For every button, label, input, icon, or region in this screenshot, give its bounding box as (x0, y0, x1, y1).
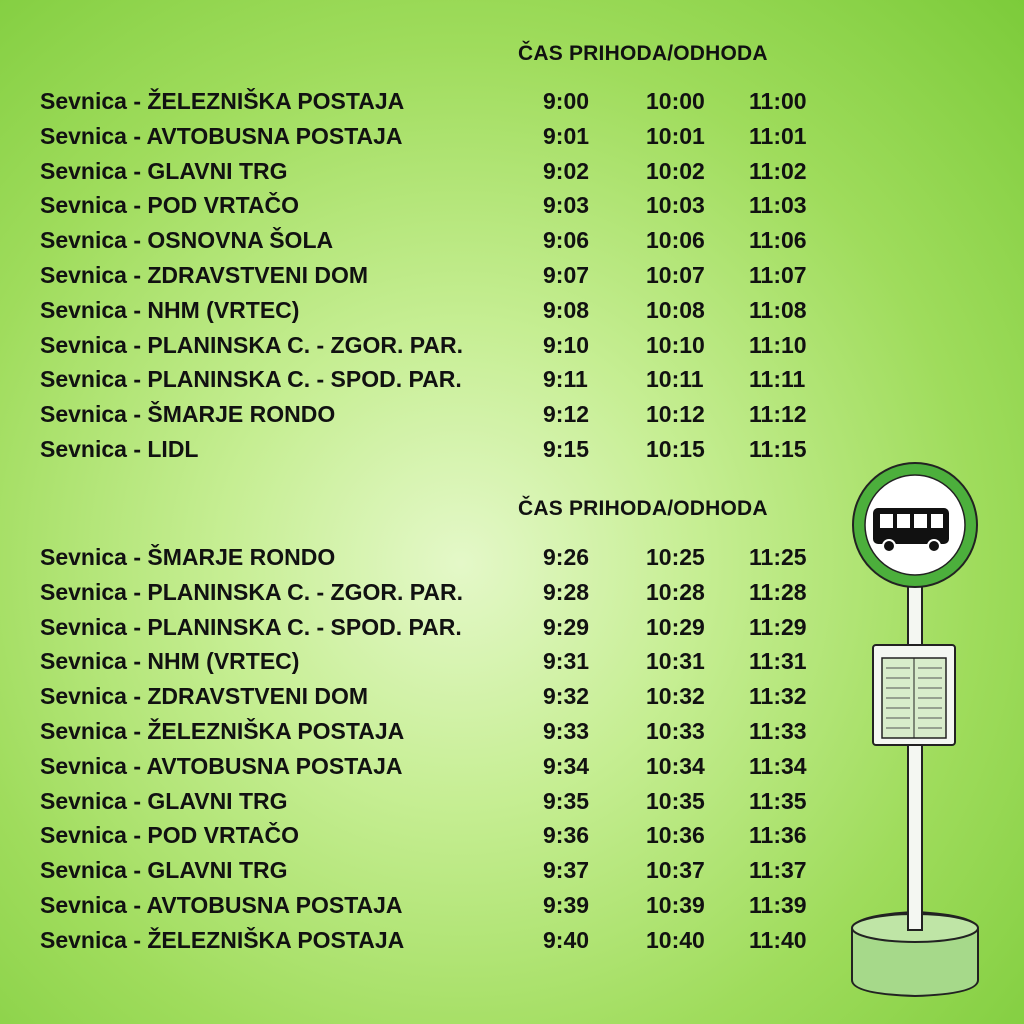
timetable-row (40, 154, 840, 189)
timetable-row (40, 223, 840, 258)
departure-time: 9:08 (543, 296, 590, 323)
timetable-row (40, 540, 840, 575)
stop-name: Sevnica - ŽELEZNIŠKA POSTAJA (40, 88, 405, 114)
departure-time: 10:35 (646, 787, 705, 814)
departure-time: 11:29 (749, 613, 807, 640)
departure-time: 9:06 (543, 227, 590, 254)
departure-time: 9:00 (543, 88, 590, 114)
departure-time: 9:37 (543, 857, 590, 884)
timetable-row (40, 714, 840, 749)
departure-time: 9:15 (543, 435, 590, 462)
departure-time: 9:39 (543, 891, 590, 918)
departure-time: 10:37 (646, 857, 705, 884)
stop-name: Sevnica - ŠMARJE RONDO (40, 544, 336, 570)
stop-name: Sevnica - NHM (VRTEC) (40, 296, 300, 323)
departure-time: 10:32 (646, 683, 705, 710)
departure-time: 9:01 (543, 122, 590, 149)
stop-name: Sevnica - PLANINSKA C. - ZGOR. PAR. (40, 578, 463, 605)
departure-time: 10:33 (646, 717, 705, 744)
schedule-header-2: ČAS PRIHODA/ODHODA (518, 497, 768, 520)
departure-time: 11:40 (749, 926, 807, 953)
departure-time: 10:08 (646, 296, 705, 323)
stop-name: Sevnica - NHM (VRTEC) (40, 648, 300, 675)
departure-time: 9:07 (543, 261, 590, 288)
departure-time: 11:36 (749, 822, 807, 849)
departure-time: 9:11 (543, 366, 588, 393)
departure-time: 11:39 (749, 891, 807, 918)
departure-time: 10:34 (646, 752, 705, 779)
departure-time: 9:03 (543, 192, 590, 219)
departure-time: 9:36 (543, 822, 590, 849)
departure-time: 10:29 (646, 613, 705, 640)
departure-time: 10:15 (646, 435, 705, 462)
departure-time: 11:07 (749, 261, 807, 288)
departure-time: 10:11 (646, 366, 704, 393)
departure-time: 9:33 (543, 717, 590, 744)
departure-time: 10:03 (646, 192, 705, 219)
departure-time: 10:07 (646, 261, 705, 288)
stop-name: Sevnica - POD VRTAČO (40, 192, 300, 219)
departure-time: 11:00 (749, 88, 807, 114)
stop-name: Sevnica - PLANINSKA C. - SPOD. PAR. (40, 613, 462, 640)
departure-time: 9:35 (543, 787, 590, 814)
timetable-row (40, 362, 840, 397)
departure-time: 10:12 (646, 401, 705, 428)
departure-time: 10:02 (646, 157, 705, 184)
stop-name: Sevnica - ZDRAVSTVENI DOM (40, 683, 369, 710)
departure-time: 11:32 (749, 683, 807, 710)
timetable-row (40, 188, 840, 223)
departure-time: 11:11 (749, 366, 806, 393)
departure-time: 9:02 (543, 157, 590, 184)
departure-time: 10:25 (646, 544, 705, 570)
stop-name: Sevnica - ZDRAVSTVENI DOM (40, 261, 369, 288)
timetable-row (40, 749, 840, 784)
departure-time: 9:12 (543, 401, 590, 428)
timetable-row (40, 84, 840, 119)
departure-time: 11:03 (749, 192, 807, 219)
stop-name: Sevnica - GLAVNI TRG (40, 857, 288, 884)
timetable-row (40, 888, 840, 923)
timetable-row (40, 432, 840, 467)
departure-time: 11:08 (749, 296, 807, 323)
departure-time: 10:31 (646, 648, 705, 675)
departure-time: 11:31 (749, 648, 807, 675)
departure-time: 9:10 (543, 331, 590, 358)
departure-time: 10:39 (646, 891, 705, 918)
departure-time: 11:01 (749, 122, 807, 149)
departure-time: 9:40 (543, 926, 590, 953)
departure-time: 9:29 (543, 613, 590, 640)
departure-time: 9:32 (543, 683, 590, 710)
timetable-row (40, 397, 840, 432)
timetable-row (40, 679, 840, 714)
timetable-row (40, 923, 840, 958)
stop-name: Sevnica - LIDL (40, 435, 199, 462)
stop-name: Sevnica - OSNOVNA ŠOLA (40, 227, 334, 254)
stop-name: Sevnica - ŽELEZNIŠKA POSTAJA (40, 926, 405, 953)
departure-time: 9:31 (543, 648, 590, 675)
stop-name: Sevnica - POD VRTAČO (40, 822, 300, 849)
departure-time: 11:35 (749, 787, 807, 814)
departure-time: 10:01 (646, 122, 705, 149)
timetable-row (40, 293, 840, 328)
timetable-row (40, 258, 840, 293)
timetable-row (40, 818, 840, 853)
stop-name: Sevnica - GLAVNI TRG (40, 157, 288, 184)
departure-time: 10:28 (646, 578, 705, 605)
departure-time: 11:28 (749, 578, 807, 605)
departure-time: 9:34 (543, 752, 590, 779)
stop-name: Sevnica - PLANINSKA C. - ZGOR. PAR. (40, 331, 463, 358)
departure-time: 11:12 (749, 401, 807, 428)
stop-name: Sevnica - AVTOBUSNA POSTAJA (40, 122, 403, 149)
timetable-row (40, 575, 840, 610)
departure-time: 11:37 (749, 857, 807, 884)
departure-time: 10:36 (646, 822, 705, 849)
timetable-row (40, 853, 840, 888)
departure-time: 11:25 (749, 544, 807, 570)
departure-time: 10:40 (646, 926, 705, 953)
departure-time: 11:02 (749, 157, 807, 184)
stop-name: Sevnica - ŽELEZNIŠKA POSTAJA (40, 717, 405, 744)
departure-time: 10:10 (646, 331, 705, 358)
stop-name: Sevnica - GLAVNI TRG (40, 787, 288, 814)
departure-time: 11:10 (749, 331, 807, 358)
timetable-row (40, 644, 840, 679)
stop-name: Sevnica - AVTOBUSNA POSTAJA (40, 752, 403, 779)
departure-time: 9:28 (543, 578, 590, 605)
departure-time: 11:33 (749, 717, 807, 744)
timetable-row (40, 328, 840, 363)
departure-time: 10:06 (646, 227, 705, 254)
schedule-header-1: ČAS PRIHODA/ODHODA (518, 42, 768, 65)
departure-time: 10:00 (646, 88, 705, 114)
timetable-return (40, 540, 840, 958)
bus-stop-sign-icon (840, 460, 990, 1000)
timetable-row (40, 784, 840, 819)
departure-time: 11:06 (749, 227, 807, 254)
stop-name: Sevnica - AVTOBUSNA POSTAJA (40, 891, 403, 918)
timetable-row (40, 119, 840, 154)
departure-time: 11:15 (749, 435, 807, 462)
timetable-outbound (40, 84, 840, 467)
stop-name: Sevnica - ŠMARJE RONDO (40, 401, 336, 428)
departure-time: 9:26 (543, 544, 590, 570)
departure-time: 11:34 (749, 752, 807, 779)
stop-name: Sevnica - PLANINSKA C. - SPOD. PAR. (40, 366, 462, 393)
timetable-row (40, 610, 840, 645)
